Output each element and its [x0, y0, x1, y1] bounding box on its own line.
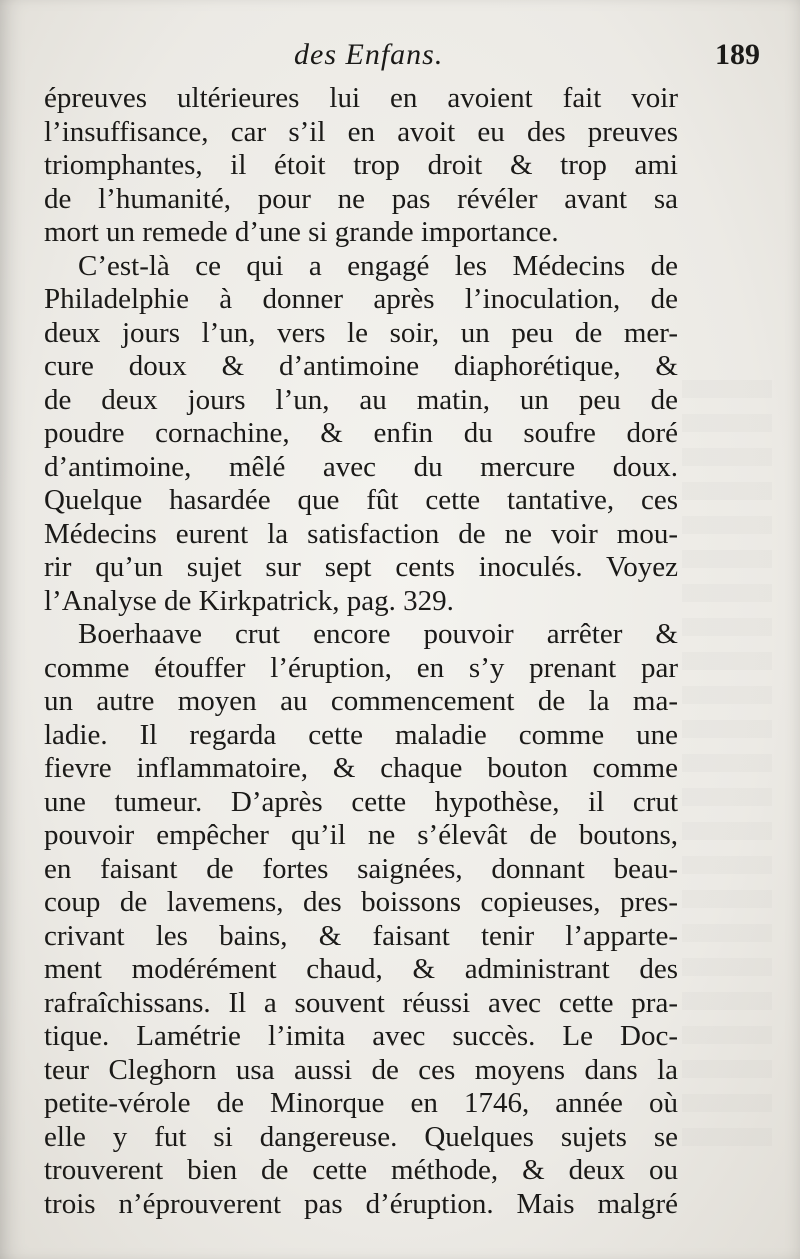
text-line: teur Cleghorn usa aussi de ces moyens dans la [44, 1053, 678, 1086]
text-line: tique. Lamétrie l’imita avec succès. Le Doc- [44, 1020, 678, 1052]
body-text [44, 82, 678, 1221]
text-line: ladie. Il regarda cette maladie comme une [44, 718, 678, 751]
text-line: ment modérément chaud, & administrant des [44, 953, 678, 985]
text-line: de deux jours l’un, au matin, un peu de [44, 383, 678, 416]
page-number: 189 [715, 38, 760, 71]
text-line: en faisant de fortes saignées, donnant beau- [44, 852, 678, 885]
text-line: une tumeur. D’après cette hypothèse, il crut [44, 785, 678, 818]
text-line: Médecins eurent la satisfaction de ne voir mou- [44, 517, 678, 550]
running-head: des Enfans. [294, 38, 444, 71]
text-line: rir qu’un sujet sur sept cents inoculés. Voyez [44, 551, 678, 583]
text-line: trois n’éprouverent pas d’éruption. Mais malgré [44, 1187, 678, 1220]
text-line: cure doux & d’antimoine diaphorétique, & [44, 350, 678, 382]
text-line: trouverent bien de cette méthode, & deux ou [44, 1154, 678, 1186]
text-line: pouvoir empêcher qu’il ne s’élevât de boutons, [44, 819, 678, 851]
text-line: d’antimoine, mêlé avec du mercure doux. [44, 450, 678, 483]
text-line: mort un remede d’une si grande importance. [44, 216, 559, 248]
text-line: Quelque hasardée que fût cette tantative, ces [44, 484, 678, 516]
text-line: crivant les bains, & faisant tenir l’apparte- [44, 919, 678, 952]
show-through-text [682, 380, 772, 1160]
text-line: l’Analyse de Kirkpatrick, pag. 329. [44, 584, 454, 617]
text-line: elle y fut si dangereuse. Quelques sujets se [44, 1120, 678, 1153]
text-line: rafraîchissans. Il a souvent réussi avec cette pra- [44, 986, 678, 1019]
text-line: comme étouffer l’éruption, en s’y prenant par [44, 651, 678, 684]
text-line: C’est-là ce qui a engagé les Médecins de [78, 249, 678, 282]
text-line: coup de lavemens, des boissons copieuses, pres- [44, 886, 678, 918]
text-line: deux jours l’un, vers le soir, un peu de mer- [44, 316, 678, 349]
text-line: un autre moyen au commencement de la ma- [44, 685, 678, 717]
text-line: Philadelphie à donner après l’inoculation, de [44, 283, 678, 315]
text-line: Boerhaave crut encore pouvoir arrêter & [78, 618, 678, 650]
page-header [44, 34, 760, 84]
text-line: fievre inflammatoire, & chaque bouton comme [44, 752, 678, 784]
text-line: petite-vérole de Minorque en 1746, année où [44, 1087, 678, 1119]
text-line: épreuves ultérieures lui en avoient fait voir [44, 82, 678, 114]
text-line: l’insuffisance, car s’il en avoit eu des preuves [44, 115, 678, 148]
text-line: poudre cornachine, & enfin du soufre doré [44, 417, 678, 449]
text-line: de l’humanité, pour ne pas révéler avant sa [44, 182, 678, 215]
text-line: triomphantes, il étoit trop droit & trop ami [44, 149, 678, 181]
